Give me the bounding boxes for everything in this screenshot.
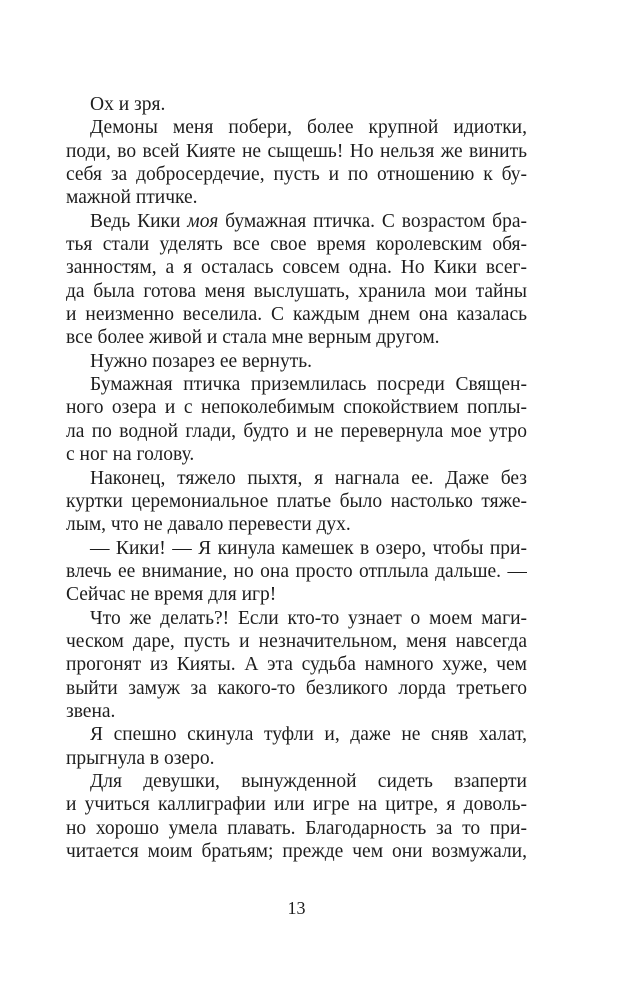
text-line: Бумажная птичка приземлилась посреди Священ- <box>90 374 527 396</box>
text-line: да была готова меня выслушать, хранила мои тайны <box>66 280 527 302</box>
text-line: влечь ее внимание, но она просто отплыла дальше. — <box>66 560 527 582</box>
text-line: звена. <box>66 700 116 722</box>
text-line: ного озера и с непоколебимым спокойствием поплы- <box>66 397 527 419</box>
text-line: читается моим братьям; прежде чем они возмужали, <box>66 841 527 862</box>
text-line: прогонят из Кияты. А эта судьба намного хуже, чем <box>66 654 527 676</box>
text-line: Я спешно скинула туфли и, даже не сняв халат, <box>90 724 527 746</box>
text-line: выйти замуж за какого-то безликого лорда третьего <box>66 677 527 699</box>
text-line: ла по водной глади, будто и не перевернула мое утро <box>66 420 527 442</box>
text-segment: бумажная птичка. С возрастом бра- <box>218 210 527 232</box>
text-line: мажной птичке. <box>66 187 198 209</box>
text-line: Наконец, тяжело пыхтя, я нагнала ее. Даже без <box>90 467 527 489</box>
text-line: лым, что не давало перевести дух. <box>66 514 351 536</box>
text-line: себя за добросердечие, пусть и по отношению к бу- <box>66 164 527 186</box>
text-line: Что же делать?! Если кто-то узнает о моем маги- <box>90 607 527 629</box>
text-line: все более живой и стала мне верным другом. <box>66 327 440 349</box>
page-number: 13 <box>287 898 306 918</box>
text-line: но хорошо умела плавать. Благодарность за то при- <box>66 817 527 839</box>
text-line: — Кики! — Я кинула камешек в озеро, чтобы при- <box>90 537 527 559</box>
text-line <box>66 210 527 233</box>
text-line: прыгнула в озеро. <box>66 747 215 769</box>
text-line: ческом даре, пусть и незначительном, меня навсегда <box>66 630 527 652</box>
text-line: с ног на голову. <box>66 444 195 466</box>
text-line: Сейчас не время для игр! <box>66 584 277 606</box>
text-line: Ох и зря. <box>90 94 166 115</box>
text-line: и неизменно веселила. С каждым днем она казалась <box>66 304 527 326</box>
text-line: и учиться каллиграфии или игре на цитре, я доволь- <box>66 794 527 816</box>
italic-word: моя <box>187 210 219 232</box>
text-line: куртки церемониальное платье было настолько тяже- <box>66 490 527 512</box>
text-segment: Ведь Кики <box>90 210 188 232</box>
page-text-block <box>66 93 527 863</box>
text-line: занностям, а я осталась совсем одна. Но Кики всег- <box>66 257 527 279</box>
text-line: тья стали уделять все свое время королевским обя- <box>66 234 527 256</box>
text-line: Демоны меня побери, более крупной идиотки, <box>90 117 527 139</box>
text-line: Нужно позарез ее вернуть. <box>90 350 313 372</box>
text-line: поди, во всей Кияте не сыщешь! Но нельзя же винить <box>66 140 527 162</box>
text-line: Для девушки, вынужденной сидеть взаперти <box>90 770 527 792</box>
